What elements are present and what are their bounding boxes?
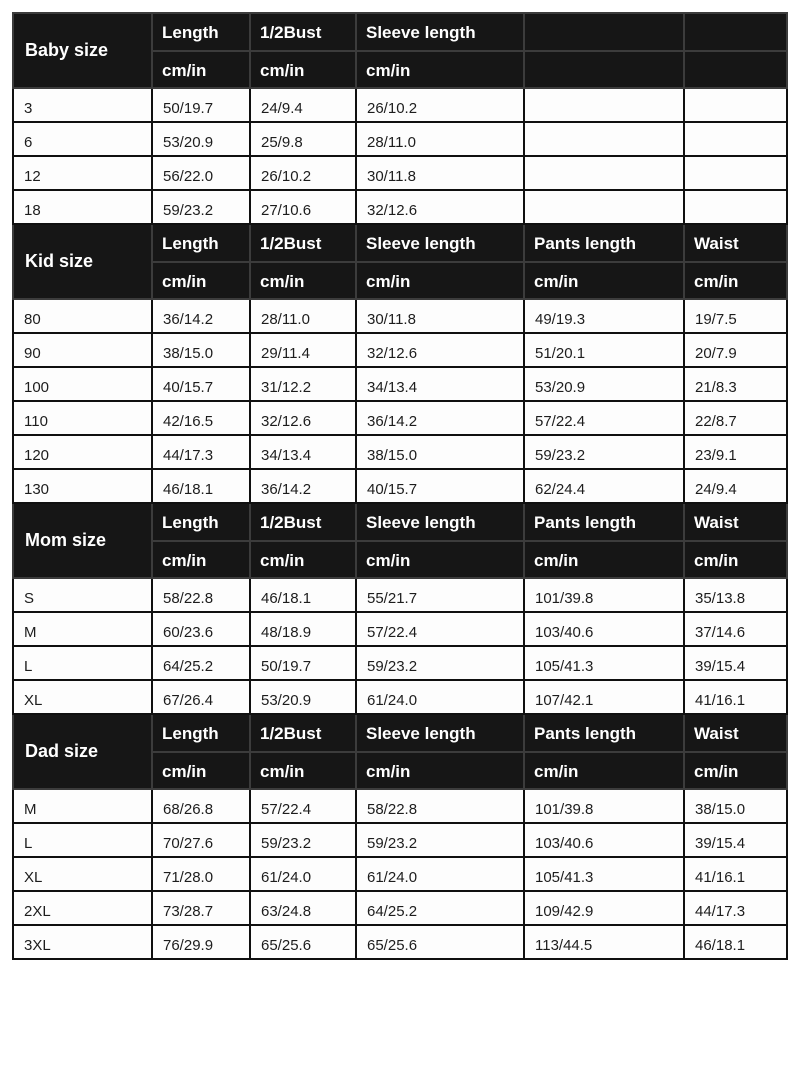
size-value-cell: 44/17.3 — [152, 435, 250, 469]
empty-header-cell — [684, 13, 787, 51]
size-value-cell: 53/20.9 — [250, 680, 356, 714]
size-value-cell: 55/21.7 — [356, 578, 524, 612]
table-row — [13, 435, 787, 469]
size-value-cell: 39/15.4 — [684, 823, 787, 857]
size-row-label: L — [13, 823, 152, 857]
unit-label: cm/in — [356, 51, 524, 88]
table-row — [13, 646, 787, 680]
size-value-cell: 44/17.3 — [684, 891, 787, 925]
size-value-cell: 59/23.2 — [356, 646, 524, 680]
size-table — [12, 12, 788, 960]
size-value-cell: 59/23.2 — [356, 823, 524, 857]
size-value-cell: 101/39.8 — [524, 578, 684, 612]
unit-label: cm/in — [356, 541, 524, 578]
column-header: 1/2Bust — [250, 13, 356, 51]
size-value-cell: 24/9.4 — [684, 469, 787, 503]
section-dad-size — [13, 714, 787, 959]
size-value-cell: 25/9.8 — [250, 122, 356, 156]
column-header: Sleeve length — [356, 503, 524, 541]
unit-label: cm/in — [356, 752, 524, 789]
section-header-row — [13, 714, 787, 752]
size-value-cell: 105/41.3 — [524, 857, 684, 891]
size-value-cell: 61/24.0 — [356, 857, 524, 891]
column-header: Pants length — [524, 503, 684, 541]
column-header: Sleeve length — [356, 13, 524, 51]
size-value-cell: 36/14.2 — [250, 469, 356, 503]
unit-label: cm/in — [152, 541, 250, 578]
size-value-cell: 19/7.5 — [684, 299, 787, 333]
size-row-label: 3 — [13, 88, 152, 122]
size-value-cell: 35/13.8 — [684, 578, 787, 612]
size-value-cell: 41/16.1 — [684, 857, 787, 891]
size-value-cell: 101/39.8 — [524, 789, 684, 823]
column-header: Waist — [684, 503, 787, 541]
column-header: Sleeve length — [356, 224, 524, 262]
column-header: Pants length — [524, 714, 684, 752]
size-value-cell: 29/11.4 — [250, 333, 356, 367]
unit-label: cm/in — [250, 262, 356, 299]
size-value-cell: 32/12.6 — [250, 401, 356, 435]
table-row — [13, 401, 787, 435]
size-value-cell: 50/19.7 — [250, 646, 356, 680]
column-header: Length — [152, 714, 250, 752]
column-header: 1/2Bust — [250, 503, 356, 541]
size-value-cell: 58/22.8 — [152, 578, 250, 612]
size-row-label: S — [13, 578, 152, 612]
size-value-cell: 57/22.4 — [524, 401, 684, 435]
size-value-cell: 37/14.6 — [684, 612, 787, 646]
size-value-cell: 31/12.2 — [250, 367, 356, 401]
unit-label: cm/in — [684, 262, 787, 299]
section-header-row — [13, 503, 787, 541]
size-row-label: 90 — [13, 333, 152, 367]
table-row — [13, 156, 787, 190]
size-value-cell: 51/20.1 — [524, 333, 684, 367]
unit-label: cm/in — [524, 541, 684, 578]
size-value-cell: 22/8.7 — [684, 401, 787, 435]
size-value-cell: 53/20.9 — [524, 367, 684, 401]
size-value-cell: 36/14.2 — [152, 299, 250, 333]
size-value-cell: 46/18.1 — [250, 578, 356, 612]
unit-label: cm/in — [250, 51, 356, 88]
table-row — [13, 891, 787, 925]
unit-label: cm/in — [152, 752, 250, 789]
table-row — [13, 823, 787, 857]
section-title: Mom size — [13, 503, 152, 578]
table-row — [13, 925, 787, 959]
size-value-cell: 103/40.6 — [524, 823, 684, 857]
size-value-cell: 28/11.0 — [250, 299, 356, 333]
unit-label: cm/in — [250, 752, 356, 789]
size-row-label: 6 — [13, 122, 152, 156]
size-row-label: 3XL — [13, 925, 152, 959]
size-row-label: 100 — [13, 367, 152, 401]
size-row-label: 110 — [13, 401, 152, 435]
size-value-cell: 57/22.4 — [356, 612, 524, 646]
column-header: Pants length — [524, 224, 684, 262]
column-header: 1/2Bust — [250, 224, 356, 262]
size-value-cell: 65/25.6 — [356, 925, 524, 959]
size-value-cell: 56/22.0 — [152, 156, 250, 190]
size-value-cell: 105/41.3 — [524, 646, 684, 680]
section-mom-size — [13, 503, 787, 714]
unit-label: cm/in — [250, 541, 356, 578]
size-value-cell: 28/11.0 — [356, 122, 524, 156]
column-header: Length — [152, 224, 250, 262]
size-value-cell: 30/11.8 — [356, 299, 524, 333]
size-row-label: 18 — [13, 190, 152, 224]
empty-header-cell — [524, 13, 684, 51]
size-value-cell: 49/19.3 — [524, 299, 684, 333]
size-value-cell: 61/24.0 — [356, 680, 524, 714]
size-row-label: XL — [13, 857, 152, 891]
section-kid-size — [13, 224, 787, 503]
size-value-cell: 32/12.6 — [356, 333, 524, 367]
size-value-cell: 26/10.2 — [250, 156, 356, 190]
size-row-label: XL — [13, 680, 152, 714]
table-row — [13, 680, 787, 714]
section-header-row — [13, 13, 787, 51]
size-value-cell: 64/25.2 — [356, 891, 524, 925]
column-header: 1/2Bust — [250, 714, 356, 752]
size-value-cell: 34/13.4 — [356, 367, 524, 401]
table-row — [13, 469, 787, 503]
size-row-label: 2XL — [13, 891, 152, 925]
size-row-label: 80 — [13, 299, 152, 333]
table-row — [13, 299, 787, 333]
empty-cell — [524, 122, 684, 156]
table-row — [13, 789, 787, 823]
size-value-cell: 65/25.6 — [250, 925, 356, 959]
empty-cell — [684, 156, 787, 190]
size-row-label: M — [13, 612, 152, 646]
size-value-cell: 67/26.4 — [152, 680, 250, 714]
size-value-cell: 26/10.2 — [356, 88, 524, 122]
size-value-cell: 46/18.1 — [152, 469, 250, 503]
empty-cell — [524, 156, 684, 190]
table-row — [13, 857, 787, 891]
unit-label: cm/in — [524, 752, 684, 789]
size-value-cell: 41/16.1 — [684, 680, 787, 714]
size-value-cell: 64/25.2 — [152, 646, 250, 680]
unit-label: cm/in — [152, 51, 250, 88]
size-row-label: 130 — [13, 469, 152, 503]
table-row — [13, 578, 787, 612]
section-header-row — [13, 224, 787, 262]
empty-cell — [524, 88, 684, 122]
size-value-cell: 40/15.7 — [152, 367, 250, 401]
size-value-cell: 62/24.4 — [524, 469, 684, 503]
table-row — [13, 612, 787, 646]
size-value-cell: 27/10.6 — [250, 190, 356, 224]
unit-label: cm/in — [684, 541, 787, 578]
size-value-cell: 21/8.3 — [684, 367, 787, 401]
column-header: Waist — [684, 224, 787, 262]
table-row — [13, 122, 787, 156]
size-value-cell: 32/12.6 — [356, 190, 524, 224]
size-row-label: 12 — [13, 156, 152, 190]
section-baby-size — [13, 13, 787, 224]
size-value-cell: 57/22.4 — [250, 789, 356, 823]
unit-label: cm/in — [524, 262, 684, 299]
size-value-cell: 40/15.7 — [356, 469, 524, 503]
size-value-cell: 24/9.4 — [250, 88, 356, 122]
size-value-cell: 48/18.9 — [250, 612, 356, 646]
size-value-cell: 103/40.6 — [524, 612, 684, 646]
size-value-cell: 59/23.2 — [250, 823, 356, 857]
size-value-cell: 34/13.4 — [250, 435, 356, 469]
size-value-cell: 68/26.8 — [152, 789, 250, 823]
size-value-cell: 23/9.1 — [684, 435, 787, 469]
size-value-cell: 20/7.9 — [684, 333, 787, 367]
size-value-cell: 53/20.9 — [152, 122, 250, 156]
section-title: Baby size — [13, 13, 152, 88]
unit-label: cm/in — [152, 262, 250, 299]
unit-label: cm/in — [684, 752, 787, 789]
column-header: Length — [152, 13, 250, 51]
empty-header-cell — [524, 51, 684, 88]
size-value-cell: 107/42.1 — [524, 680, 684, 714]
size-value-cell: 36/14.2 — [356, 401, 524, 435]
size-value-cell: 38/15.0 — [356, 435, 524, 469]
empty-cell — [684, 190, 787, 224]
size-value-cell: 58/22.8 — [356, 789, 524, 823]
size-value-cell: 70/27.6 — [152, 823, 250, 857]
size-value-cell: 61/24.0 — [250, 857, 356, 891]
size-value-cell: 39/15.4 — [684, 646, 787, 680]
size-row-label: L — [13, 646, 152, 680]
empty-cell — [524, 190, 684, 224]
size-value-cell: 38/15.0 — [684, 789, 787, 823]
empty-cell — [684, 88, 787, 122]
table-row — [13, 88, 787, 122]
column-header: Waist — [684, 714, 787, 752]
size-value-cell: 60/23.6 — [152, 612, 250, 646]
size-value-cell: 50/19.7 — [152, 88, 250, 122]
section-title: Dad size — [13, 714, 152, 789]
column-header: Sleeve length — [356, 714, 524, 752]
size-value-cell: 73/28.7 — [152, 891, 250, 925]
size-value-cell: 42/16.5 — [152, 401, 250, 435]
size-value-cell: 59/23.2 — [524, 435, 684, 469]
size-value-cell: 38/15.0 — [152, 333, 250, 367]
size-row-label: M — [13, 789, 152, 823]
size-row-label: 120 — [13, 435, 152, 469]
size-value-cell: 109/42.9 — [524, 891, 684, 925]
size-value-cell: 113/44.5 — [524, 925, 684, 959]
size-value-cell: 71/28.0 — [152, 857, 250, 891]
empty-header-cell — [684, 51, 787, 88]
table-row — [13, 367, 787, 401]
section-title: Kid size — [13, 224, 152, 299]
size-value-cell: 46/18.1 — [684, 925, 787, 959]
size-value-cell: 30/11.8 — [356, 156, 524, 190]
empty-cell — [684, 122, 787, 156]
table-row — [13, 190, 787, 224]
size-value-cell: 59/23.2 — [152, 190, 250, 224]
unit-label: cm/in — [356, 262, 524, 299]
size-value-cell: 63/24.8 — [250, 891, 356, 925]
size-value-cell: 76/29.9 — [152, 925, 250, 959]
column-header: Length — [152, 503, 250, 541]
table-row — [13, 333, 787, 367]
